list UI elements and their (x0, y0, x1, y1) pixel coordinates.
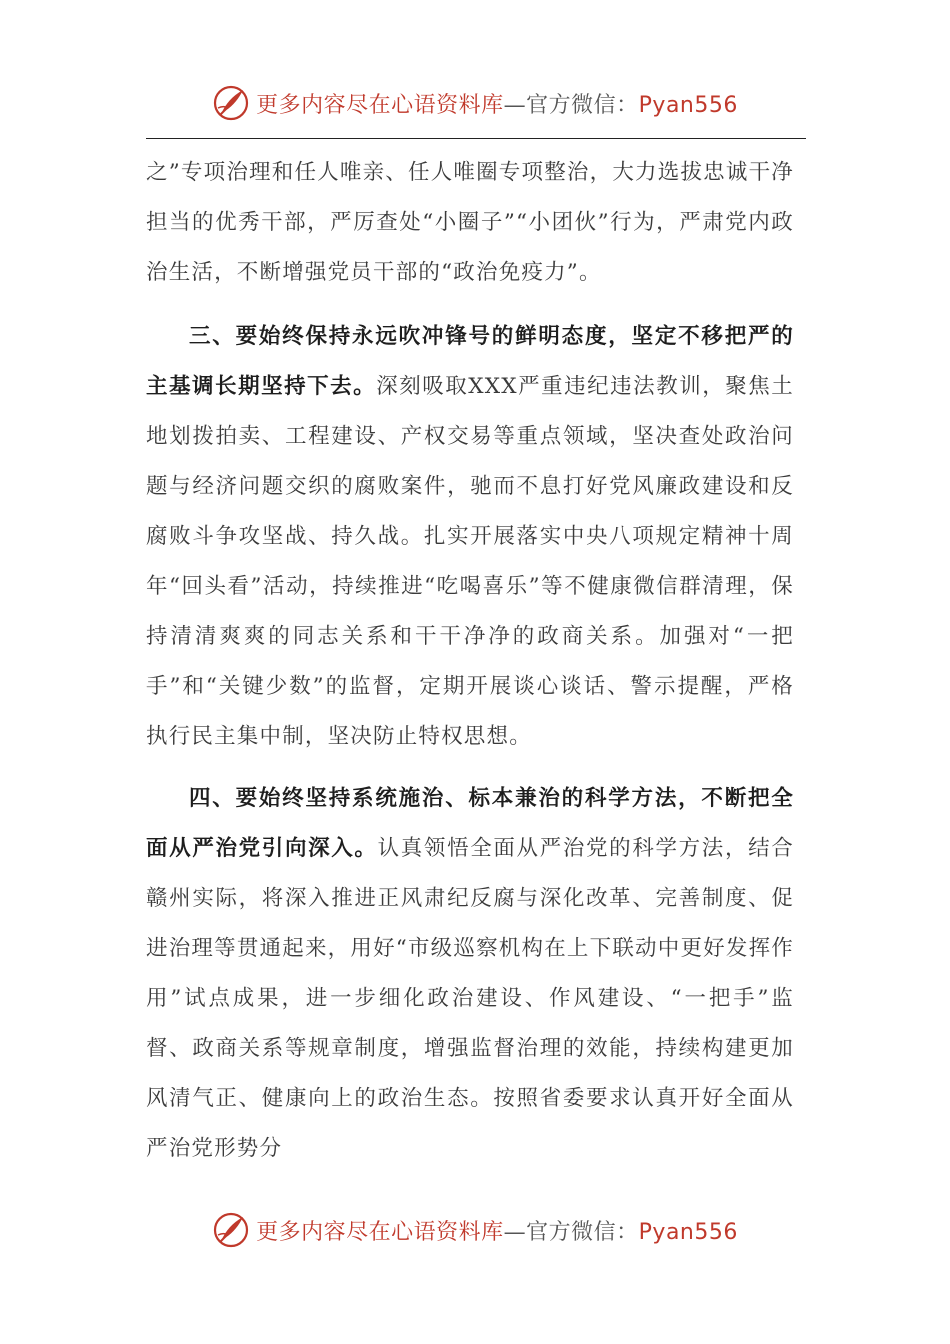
banner-text (256, 88, 738, 119)
section-four-body: 认真领悟全面从严治党的科学方法，结合赣州实际，将深入推进正风肃纪反腐与深化改革、完善制度、促进治理等贯通起来，用好“市级巡察机构在上下联动中更好发挥作用”试点成果，进一步细化政治建设、作风建设、“一把手”监督、政商关系等规章制度，增强监督治理的效能，持续构建更加风清气正、健康向上的政治生态。按照省委要求认真开好全面从严治党形势分 (146, 836, 794, 1161)
footer-banner (0, 1205, 950, 1255)
paragraph-section-three (146, 312, 794, 762)
section-four-heading: 四、要始终坚持系统施治、标本兼治的科学方法，不断把全面从严治党引向深入。 (146, 786, 794, 861)
banner-text (256, 1215, 738, 1246)
quill-logo-icon (212, 1211, 250, 1249)
section-three-body: 深刻吸取XXX严重违纪违法教训，聚焦土地划拨拍卖、工程建设、产权交易等重点领域，坚决查处政治问题与经济问题交织的腐败案件，驰而不息打好党风廉政建设和反腐败斗争攻坚战、持久战。扎实开展落实中央八项规定精神十周年“回头看”活动，持续推进“吃喝喜乐”等不健康微信群清理，保持清清爽爽的同志关系和干干净净的政商关系。加强对“一把手”和“关键少数”的监督，定期开展谈心谈话、警示提醒，严格执行民主集中制，坚决防止特权思想。 (146, 374, 794, 749)
banner-site-name: 更多内容尽在心语资料库 (256, 92, 504, 118)
banner-wechat-id: Pyan556 (638, 92, 738, 118)
banner-wechat-label: 官方微信： (526, 1219, 639, 1245)
banner-dash: — (503, 1219, 527, 1245)
header-banner (0, 78, 950, 128)
section-three-heading: 三、要始终保持永远吹冲锋号的鲜明态度，坚定不移把严的主基调长期坚持下去。 (146, 324, 794, 399)
document-body (146, 148, 794, 1174)
banner-dash: — (503, 92, 527, 118)
paragraph-section-four (146, 774, 794, 1174)
banner-wechat-label: 官方微信： (526, 92, 639, 118)
banner-wechat-id: Pyan556 (638, 1219, 738, 1245)
quill-logo-icon (212, 84, 250, 122)
header-divider (146, 138, 806, 139)
banner-site-name: 更多内容尽在心语资料库 (256, 1219, 504, 1245)
paragraph-continuation: 之”专项治理和任人唯亲、任人唯圈专项整治，大力选拔忠诚干净担当的优秀干部，严厉查处“小圈子”“小团伙”行为，严肃党内政治生活，不断增强党员干部的“政治免疫力”。 (146, 160, 794, 285)
